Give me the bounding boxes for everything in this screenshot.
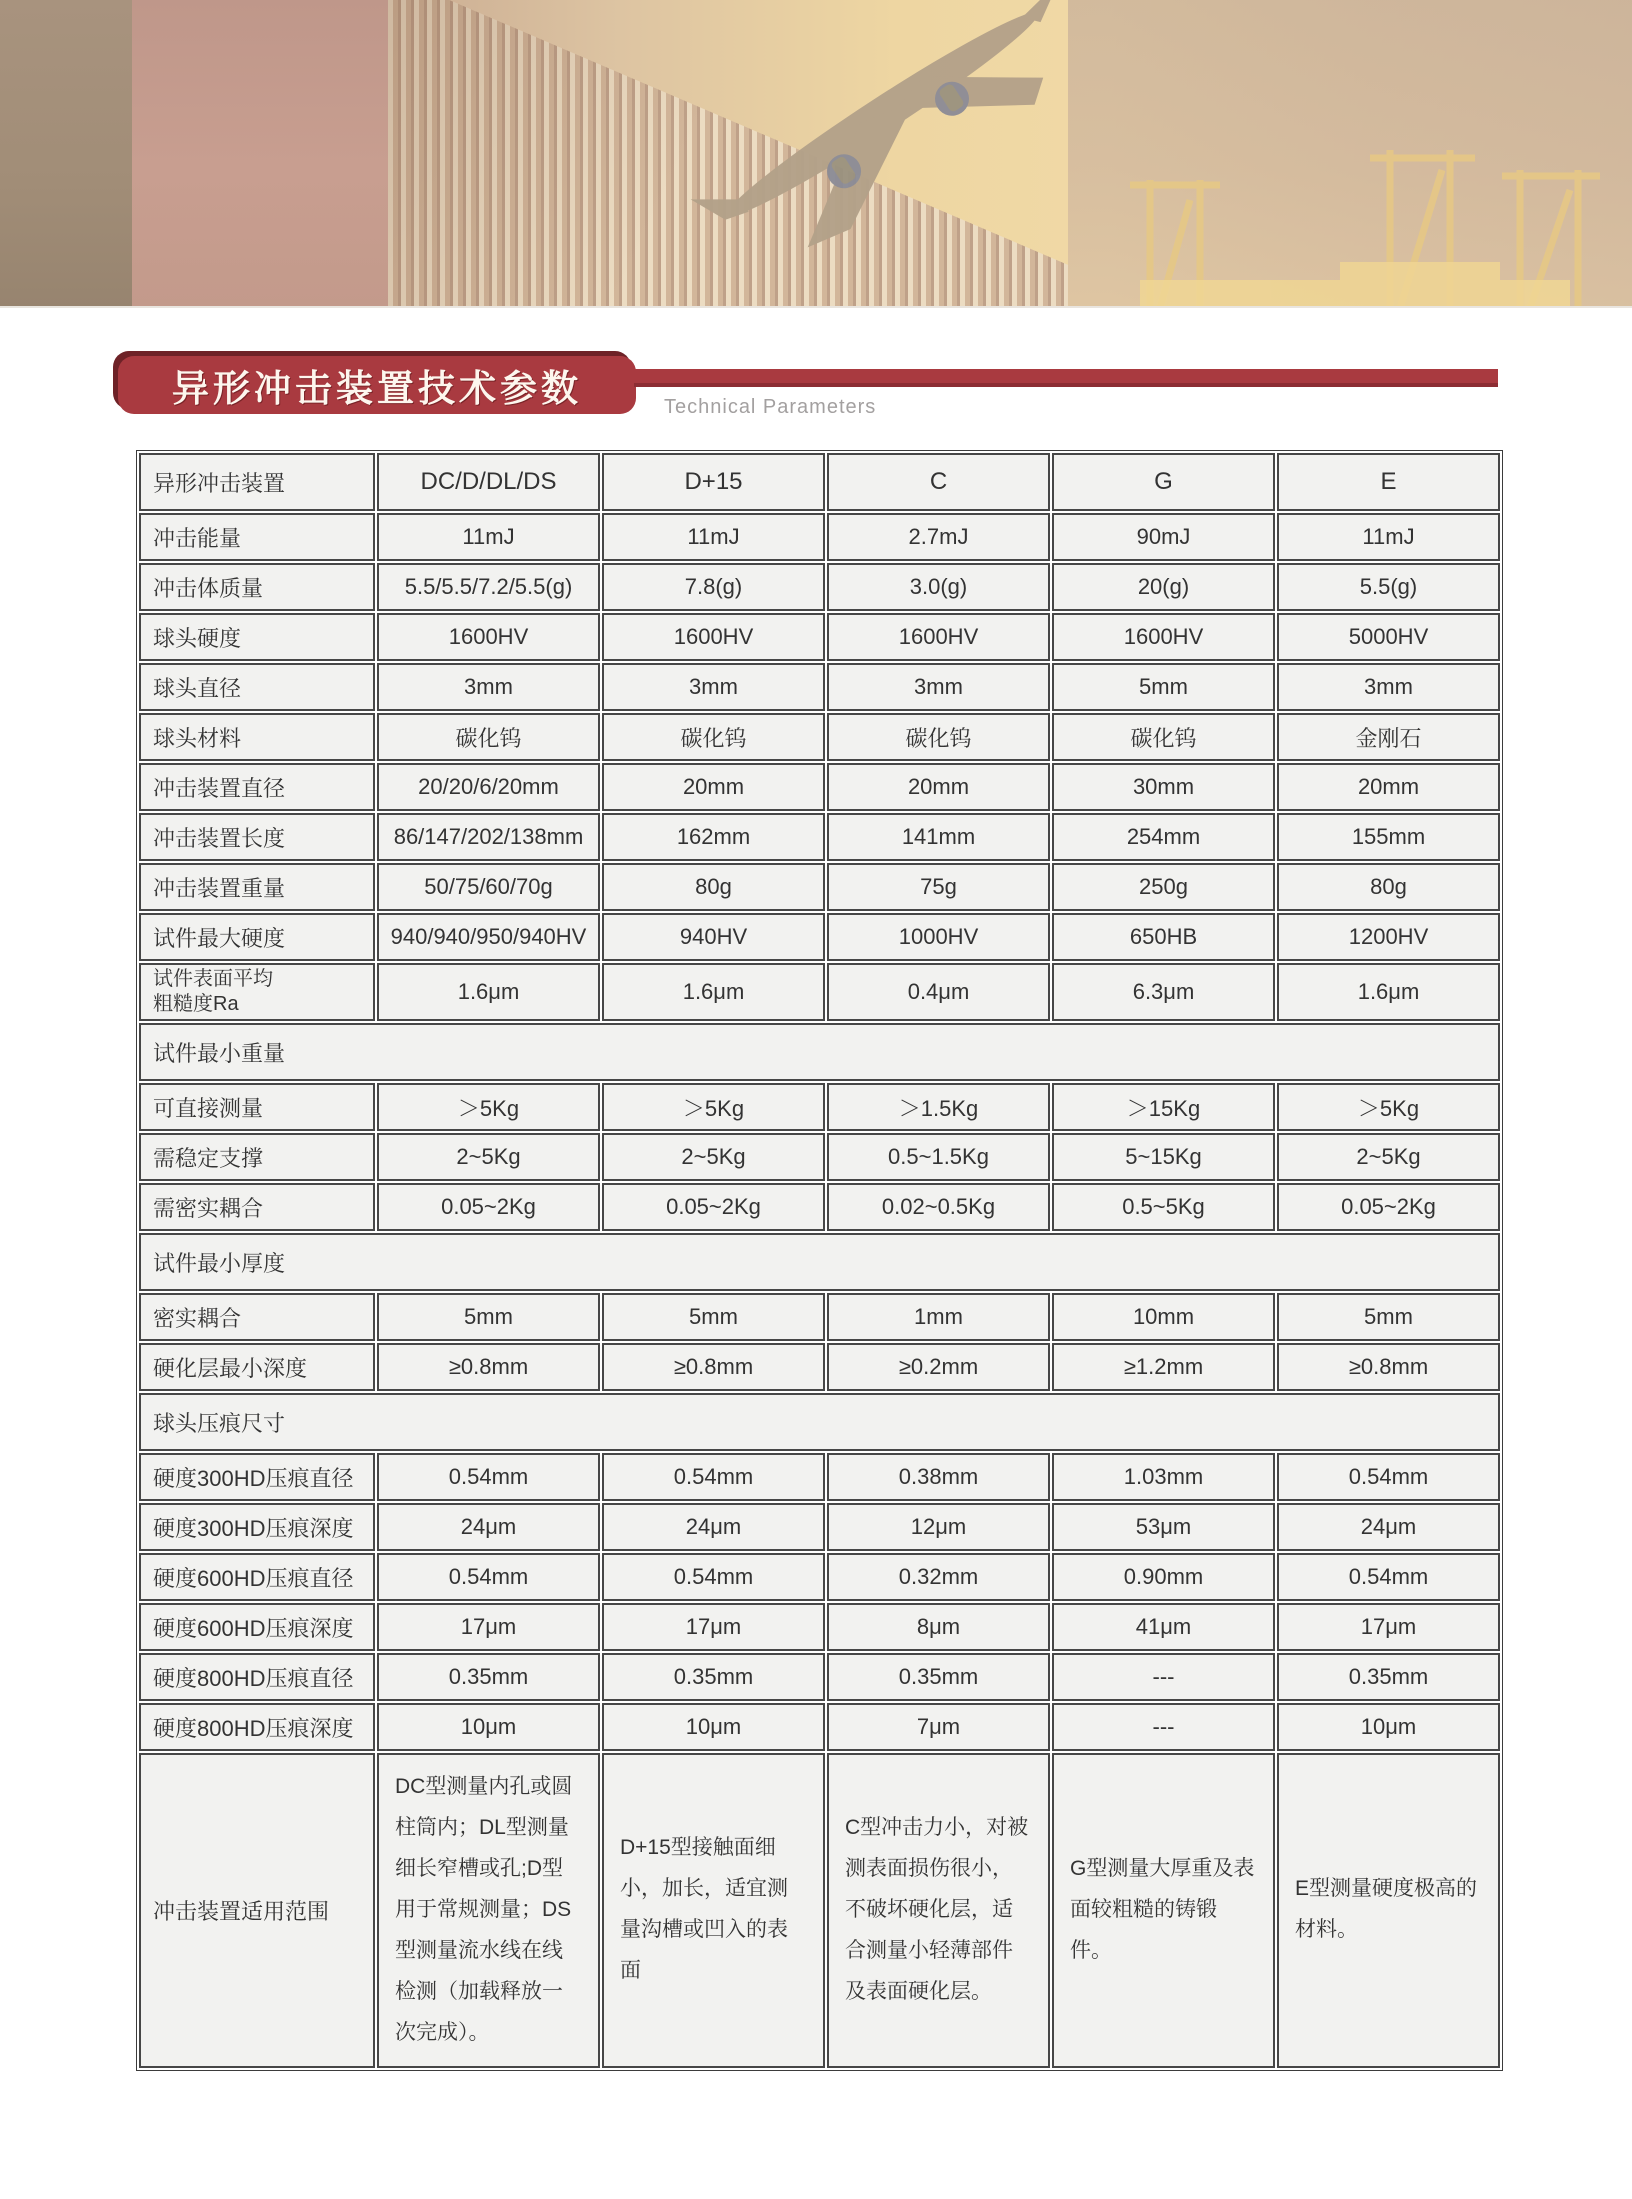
table-cell: --- bbox=[1052, 1703, 1275, 1751]
table-cell: 250g bbox=[1052, 863, 1275, 911]
table-cell: 0.5~5Kg bbox=[1052, 1183, 1275, 1231]
table-row bbox=[139, 963, 1500, 1021]
table-row bbox=[139, 613, 1500, 661]
row-label: 冲击能量 bbox=[139, 513, 375, 561]
table-row bbox=[139, 663, 1500, 711]
table-row bbox=[139, 1653, 1500, 1701]
photo-pink-band bbox=[132, 0, 392, 308]
header-photo bbox=[0, 0, 1632, 308]
row-label: 硬度300HD压痕深度 bbox=[139, 1503, 375, 1551]
table-cell: 17μm bbox=[602, 1603, 825, 1651]
table-cell: 24μm bbox=[602, 1503, 825, 1551]
table-cell: 53μm bbox=[1052, 1503, 1275, 1551]
table-cell: 80g bbox=[602, 863, 825, 911]
table-cell: 0.32mm bbox=[827, 1553, 1050, 1601]
row-label: 硬度800HD压痕直径 bbox=[139, 1653, 375, 1701]
table-cell: ＞15Kg bbox=[1052, 1083, 1275, 1131]
row-label: 冲击体质量 bbox=[139, 563, 375, 611]
column-header: G bbox=[1052, 453, 1275, 511]
row-label: 硬度300HD压痕直径 bbox=[139, 1453, 375, 1501]
table-cell: 1200HV bbox=[1277, 913, 1500, 961]
page-subtitle: Technical Parameters bbox=[664, 396, 877, 418]
table-cell: ＞5Kg bbox=[602, 1083, 825, 1131]
table-cell: ＞5Kg bbox=[1277, 1083, 1500, 1131]
table-cell: 2~5Kg bbox=[1277, 1133, 1500, 1181]
table-row bbox=[139, 1183, 1500, 1231]
table-cell: 10μm bbox=[602, 1703, 825, 1751]
header-row-label: 异形冲击装置 bbox=[139, 453, 375, 511]
table-cell: 7μm bbox=[827, 1703, 1050, 1751]
table-cell: 1600HV bbox=[377, 613, 600, 661]
row-label: 冲击装置适用范围 bbox=[139, 1753, 375, 2068]
table-cell: 5mm bbox=[602, 1293, 825, 1341]
table-cell: 0.02~0.5Kg bbox=[827, 1183, 1050, 1231]
table-row bbox=[139, 1343, 1500, 1391]
table-cell: 155mm bbox=[1277, 813, 1500, 861]
table-cell: C型冲击力小，对被测表面损伤很小，不破坏硬化层，适合测量小轻薄部件及表面硬化层。 bbox=[827, 1753, 1050, 2068]
table-row bbox=[139, 1603, 1500, 1651]
table-cell: 940/940/950/940HV bbox=[377, 913, 600, 961]
row-label: 冲击装置重量 bbox=[139, 863, 375, 911]
table-cell: 20mm bbox=[1277, 763, 1500, 811]
table-cell: 11mJ bbox=[602, 513, 825, 561]
table-cell: 0.54mm bbox=[1277, 1453, 1500, 1501]
table-cell: 12μm bbox=[827, 1503, 1050, 1551]
section-row bbox=[139, 1393, 1500, 1451]
table-cell: 0.5~1.5Kg bbox=[827, 1133, 1050, 1181]
table-cell: 10μm bbox=[377, 1703, 600, 1751]
table-cell: 20(g) bbox=[1052, 563, 1275, 611]
table-cell: 254mm bbox=[1052, 813, 1275, 861]
row-label: 冲击装置长度 bbox=[139, 813, 375, 861]
port-crane-icon bbox=[1090, 0, 1632, 308]
table-row bbox=[139, 1753, 1500, 2068]
table-cell: 5mm bbox=[1277, 1293, 1500, 1341]
row-label: 密实耦合 bbox=[139, 1293, 375, 1341]
column-header: D+15 bbox=[602, 453, 825, 511]
table-cell: 5~15Kg bbox=[1052, 1133, 1275, 1181]
row-label: 需稳定支撑 bbox=[139, 1133, 375, 1181]
table-cell: ≥0.8mm bbox=[377, 1343, 600, 1391]
table-cell: 2~5Kg bbox=[602, 1133, 825, 1181]
table-cell: E型测量硬度极高的材料。 bbox=[1277, 1753, 1500, 2068]
table-cell: 50/75/60/70g bbox=[377, 863, 600, 911]
table-cell: 0.35mm bbox=[1277, 1653, 1500, 1701]
table-cell: ≥0.8mm bbox=[602, 1343, 825, 1391]
table-cell: 6.3μm bbox=[1052, 963, 1275, 1021]
table-cell: 86/147/202/138mm bbox=[377, 813, 600, 861]
table-cell: 5mm bbox=[1052, 663, 1275, 711]
row-label: 硬化层最小深度 bbox=[139, 1343, 375, 1391]
table-cell: 1.03mm bbox=[1052, 1453, 1275, 1501]
table-cell: 0.35mm bbox=[377, 1653, 600, 1701]
table-cell: 0.4μm bbox=[827, 963, 1050, 1021]
row-label: 球头硬度 bbox=[139, 613, 375, 661]
table-cell: 11mJ bbox=[1277, 513, 1500, 561]
table-row bbox=[139, 1703, 1500, 1751]
page-title: 异形冲击装置技术参数 bbox=[172, 368, 582, 409]
table-row bbox=[139, 863, 1500, 911]
table-cell: 0.54mm bbox=[602, 1453, 825, 1501]
table-cell: 0.54mm bbox=[1277, 1553, 1500, 1601]
parameters-table-wrap bbox=[136, 450, 1503, 2071]
parameters-table bbox=[136, 450, 1503, 2071]
table-cell: 碳化钨 bbox=[1052, 713, 1275, 761]
row-label: 冲击装置直径 bbox=[139, 763, 375, 811]
table-cell: 5.5/5.5/7.2/5.5(g) bbox=[377, 563, 600, 611]
table-cell: 3.0(g) bbox=[827, 563, 1050, 611]
row-label: 球头直径 bbox=[139, 663, 375, 711]
table-cell: 41μm bbox=[1052, 1603, 1275, 1651]
table-row bbox=[139, 1553, 1500, 1601]
row-label: 试件表面平均 粗糙度Ra bbox=[139, 963, 375, 1021]
table-cell: ≥0.8mm bbox=[1277, 1343, 1500, 1391]
table-cell: 0.54mm bbox=[602, 1553, 825, 1601]
row-label: 需密实耦合 bbox=[139, 1183, 375, 1231]
table-cell: D+15型接触面细小，加长，适宜测量沟槽或凹入的表面 bbox=[602, 1753, 825, 2068]
row-label: 硬度600HD压痕深度 bbox=[139, 1603, 375, 1651]
table-cell: 17μm bbox=[1277, 1603, 1500, 1651]
table-cell: 75g bbox=[827, 863, 1050, 911]
column-header: C bbox=[827, 453, 1050, 511]
table-row bbox=[139, 1503, 1500, 1551]
table-cell: 5mm bbox=[377, 1293, 600, 1341]
table-cell: 3mm bbox=[1277, 663, 1500, 711]
table-cell: 碳化钨 bbox=[827, 713, 1050, 761]
photo-left-block bbox=[0, 0, 132, 308]
table-cell: ＞1.5Kg bbox=[827, 1083, 1050, 1131]
section-label: 球头压痕尺寸 bbox=[139, 1393, 1500, 1451]
table-cell: 8μm bbox=[827, 1603, 1050, 1651]
table-cell: 20/20/6/20mm bbox=[377, 763, 600, 811]
table-cell: 11mJ bbox=[377, 513, 600, 561]
airplane-icon bbox=[598, 0, 1158, 252]
row-label: 可直接测量 bbox=[139, 1083, 375, 1131]
table-cell: 20mm bbox=[827, 763, 1050, 811]
table-cell: G型测量大厚重及表面较粗糙的铸锻件。 bbox=[1052, 1753, 1275, 2068]
table-row bbox=[139, 1083, 1500, 1131]
title-rule bbox=[634, 369, 1498, 387]
table-cell: 碳化钨 bbox=[602, 713, 825, 761]
table-header-row bbox=[139, 453, 1500, 511]
table-cell: 10μm bbox=[1277, 1703, 1500, 1751]
table-cell: 20mm bbox=[602, 763, 825, 811]
table-cell: 90mJ bbox=[1052, 513, 1275, 561]
table-row bbox=[139, 1133, 1500, 1181]
table-cell: 碳化钨 bbox=[377, 713, 600, 761]
table-cell: 30mm bbox=[1052, 763, 1275, 811]
table-cell: 3mm bbox=[377, 663, 600, 711]
table-cell: 1.6μm bbox=[377, 963, 600, 1021]
row-label: 试件最大硬度 bbox=[139, 913, 375, 961]
table-cell: 5000HV bbox=[1277, 613, 1500, 661]
section-row bbox=[139, 1233, 1500, 1291]
table-cell: 24μm bbox=[1277, 1503, 1500, 1551]
row-label: 硬度800HD压痕深度 bbox=[139, 1703, 375, 1751]
table-cell: 0.90mm bbox=[1052, 1553, 1275, 1601]
table-cell: 1mm bbox=[827, 1293, 1050, 1341]
table-cell: 2.7mJ bbox=[827, 513, 1050, 561]
table-cell: 141mm bbox=[827, 813, 1050, 861]
table-cell: 5.5(g) bbox=[1277, 563, 1500, 611]
table-row bbox=[139, 763, 1500, 811]
table-cell: 0.35mm bbox=[827, 1653, 1050, 1701]
section-label: 试件最小重量 bbox=[139, 1023, 1500, 1081]
table-cell: 650HB bbox=[1052, 913, 1275, 961]
table-cell: 0.35mm bbox=[602, 1653, 825, 1701]
section-row bbox=[139, 1023, 1500, 1081]
table-cell: 1.6μm bbox=[602, 963, 825, 1021]
table-cell: ≥0.2mm bbox=[827, 1343, 1050, 1391]
table-cell: 80g bbox=[1277, 863, 1500, 911]
table-cell: 10mm bbox=[1052, 1293, 1275, 1341]
table-row bbox=[139, 1293, 1500, 1341]
table-cell: DC型测量内孔或圆柱筒内；DL型测量细长窄槽或孔;D型用于常规测量；DS型测量流水线在线检测（加载释放一次完成）。 bbox=[377, 1753, 600, 2068]
table-cell: 0.54mm bbox=[377, 1553, 600, 1601]
table-row bbox=[139, 713, 1500, 761]
table-cell: 7.8(g) bbox=[602, 563, 825, 611]
table-cell: 3mm bbox=[602, 663, 825, 711]
table-row bbox=[139, 913, 1500, 961]
section-label: 试件最小厚度 bbox=[139, 1233, 1500, 1291]
row-label: 硬度600HD压痕直径 bbox=[139, 1553, 375, 1601]
table-cell: 金刚石 bbox=[1277, 713, 1500, 761]
table-cell: 0.05~2Kg bbox=[602, 1183, 825, 1231]
table-row bbox=[139, 513, 1500, 561]
column-header: E bbox=[1277, 453, 1500, 511]
table-cell: 1600HV bbox=[602, 613, 825, 661]
title-banner bbox=[118, 356, 636, 414]
table-row bbox=[139, 1453, 1500, 1501]
table-cell: 0.05~2Kg bbox=[377, 1183, 600, 1231]
table-cell: 0.05~2Kg bbox=[1277, 1183, 1500, 1231]
table-row bbox=[139, 563, 1500, 611]
table-cell: 1600HV bbox=[1052, 613, 1275, 661]
table-cell: 1000HV bbox=[827, 913, 1050, 961]
table-cell: 2~5Kg bbox=[377, 1133, 600, 1181]
table-cell: ＞5Kg bbox=[377, 1083, 600, 1131]
table-cell: 17μm bbox=[377, 1603, 600, 1651]
table-cell: 24μm bbox=[377, 1503, 600, 1551]
table-cell: 0.54mm bbox=[377, 1453, 600, 1501]
table-cell: 162mm bbox=[602, 813, 825, 861]
photo-bottom-divider bbox=[0, 306, 1632, 308]
table-cell: 940HV bbox=[602, 913, 825, 961]
table-cell: 1.6μm bbox=[1277, 963, 1500, 1021]
table-cell: ≥1.2mm bbox=[1052, 1343, 1275, 1391]
row-label: 球头材料 bbox=[139, 713, 375, 761]
column-header: DC/D/DL/DS bbox=[377, 453, 600, 511]
table-cell: 0.38mm bbox=[827, 1453, 1050, 1501]
table-cell: 1600HV bbox=[827, 613, 1050, 661]
table-cell: --- bbox=[1052, 1653, 1275, 1701]
table-cell: 3mm bbox=[827, 663, 1050, 711]
table-row bbox=[139, 813, 1500, 861]
